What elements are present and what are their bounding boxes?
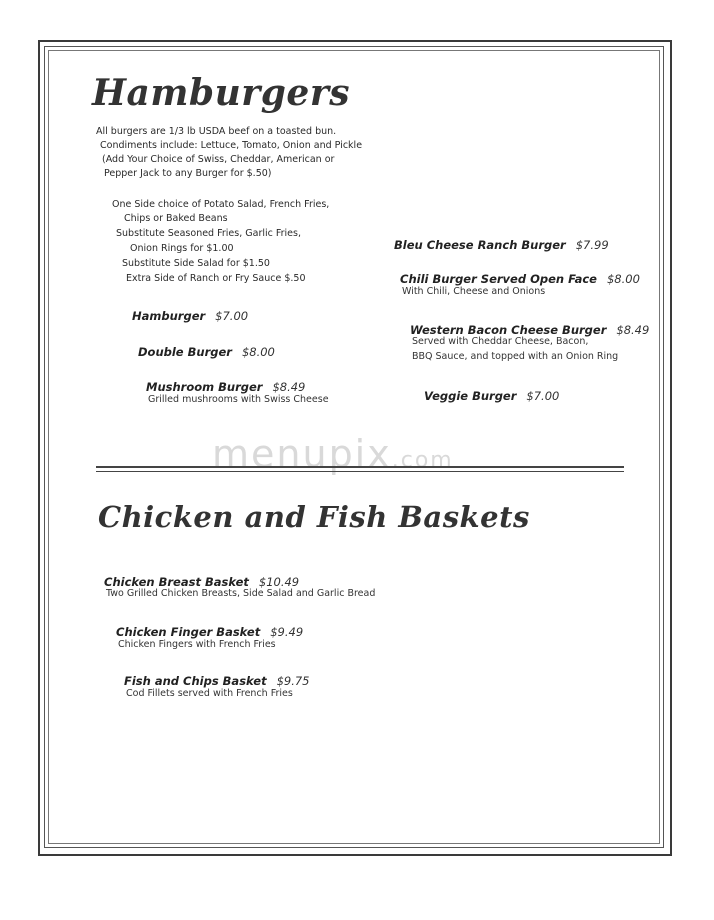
section-divider bbox=[96, 466, 624, 468]
item-name: Chicken Finger Basket bbox=[116, 625, 261, 639]
item-price: $7.00 bbox=[526, 389, 560, 403]
baskets-heading: Chicken and Fish Baskets bbox=[98, 500, 530, 534]
item-price: $8.00 bbox=[241, 345, 275, 359]
sides-line: Extra Side of Ranch or Fry Sauce $.50 bbox=[126, 273, 306, 284]
item-price: $8.00 bbox=[606, 272, 640, 286]
sides-line: Onion Rings for $1.00 bbox=[130, 243, 234, 254]
item-description: With Chili, Cheese and Onions bbox=[402, 286, 546, 297]
intro-line: (Add Your Choice of Swiss, Cheddar, American or bbox=[102, 154, 335, 165]
item-name: Western Bacon Cheese Burger bbox=[410, 323, 607, 337]
item-name: Double Burger bbox=[138, 345, 232, 359]
item-description: BBQ Sauce, and topped with an Onion Ring bbox=[412, 351, 619, 362]
menu-item bbox=[132, 305, 248, 324]
hamburgers-heading: Hamburgers bbox=[92, 72, 351, 114]
sides-line: Substitute Seasoned Fries, Garlic Fries, bbox=[116, 228, 301, 239]
item-name: Chicken Breast Basket bbox=[104, 575, 249, 589]
item-name: Fish and Chips Basket bbox=[124, 674, 267, 688]
menu-item bbox=[424, 385, 559, 404]
sides-line: Chips or Baked Beans bbox=[124, 213, 228, 224]
item-description: Served with Cheddar Cheese, Bacon, bbox=[412, 336, 589, 347]
item-name: Bleu Cheese Ranch Burger bbox=[394, 238, 566, 252]
section-divider bbox=[96, 471, 624, 472]
item-description: Chicken Fingers with French Fries bbox=[118, 639, 276, 650]
menu-item bbox=[394, 234, 609, 253]
item-description: Cod Fillets served with French Fries bbox=[126, 688, 293, 699]
watermark: menupix.com bbox=[212, 432, 454, 476]
item-name: Mushroom Burger bbox=[146, 380, 263, 394]
sides-line: One Side choice of Potato Salad, French Fries, bbox=[112, 199, 330, 210]
intro-line: Condiments include: Lettuce, Tomato, Onion and Pickle bbox=[100, 140, 363, 151]
menu-item bbox=[138, 341, 275, 360]
item-price: $9.49 bbox=[270, 625, 304, 639]
intro-line: All burgers are 1/3 lb USDA beef on a toasted bun. bbox=[96, 126, 337, 137]
item-name: Veggie Burger bbox=[424, 389, 517, 403]
item-name: Hamburger bbox=[132, 309, 206, 323]
item-description: Grilled mushrooms with Swiss Cheese bbox=[148, 394, 329, 405]
item-price: $7.00 bbox=[215, 309, 249, 323]
sides-line: Substitute Side Salad for $1.50 bbox=[122, 258, 270, 269]
item-price: $9.75 bbox=[276, 674, 310, 688]
item-price: $8.49 bbox=[616, 323, 650, 337]
intro-line: Pepper Jack to any Burger for $.50) bbox=[104, 168, 272, 179]
item-description: Two Grilled Chicken Breasts, Side Salad and Garlic Bread bbox=[106, 588, 376, 599]
item-price: $8.49 bbox=[272, 380, 306, 394]
item-name: Chili Burger Served Open Face bbox=[400, 272, 597, 286]
item-price: $10.49 bbox=[258, 575, 300, 589]
item-price: $7.99 bbox=[575, 238, 609, 252]
